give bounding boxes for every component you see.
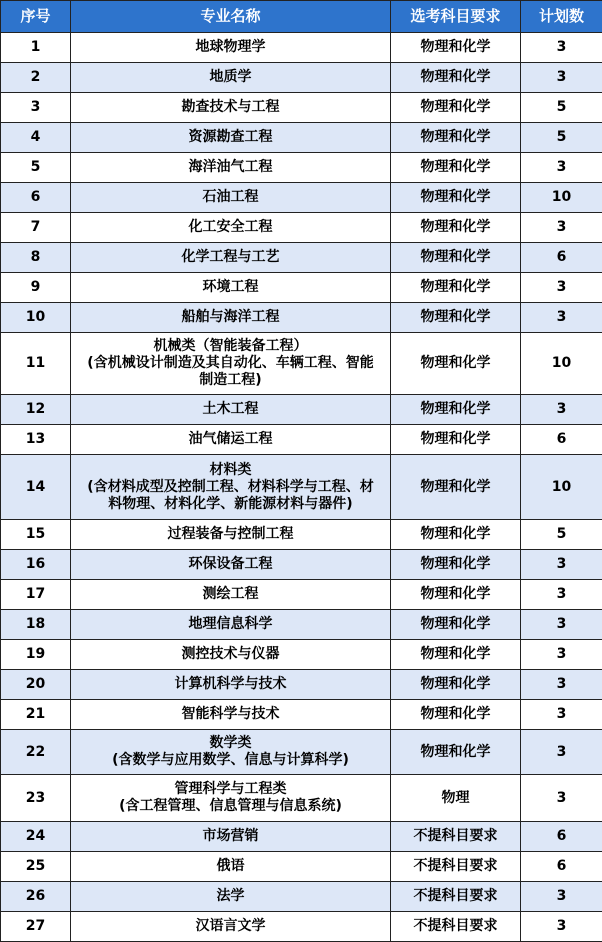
cell-index: 8 [1,243,71,273]
cell-index: 4 [1,123,71,153]
cell-index: 20 [1,670,71,700]
major-name-line: 俄语 [75,858,386,875]
major-name-line: 法学 [75,888,386,905]
cell-index: 22 [1,730,71,775]
major-name-line: 环保设备工程 [75,556,386,573]
major-name-line: 测控技术与仪器 [75,646,386,663]
table-row [1,93,602,123]
cell-major [71,730,391,775]
cell-subject-requirement: 不提科目要求 [391,912,521,942]
major-name-line: 智能科学与技术 [75,706,386,723]
table-body [1,33,602,942]
table-row [1,580,602,610]
table-row [1,183,602,213]
table-row [1,670,602,700]
cell-plan-count: 3 [521,33,602,63]
major-name-line: (含数学与应用数学、信息与计算科学) [75,752,386,769]
cell-subject-requirement: 物理和化学 [391,303,521,333]
cell-index: 23 [1,775,71,822]
major-name-line: 化工安全工程 [75,219,386,236]
cell-subject-requirement: 物理和化学 [391,93,521,123]
table-row [1,455,602,520]
cell-subject-requirement: 物理和化学 [391,700,521,730]
cell-index: 1 [1,33,71,63]
cell-plan-count: 10 [521,183,602,213]
table-row [1,822,602,852]
cell-subject-requirement: 物理和化学 [391,213,521,243]
table-row [1,852,602,882]
cell-major [71,123,391,153]
major-name-line: 市场营销 [75,828,386,845]
cell-plan-count: 6 [521,822,602,852]
cell-plan-count: 3 [521,640,602,670]
cell-subject-requirement: 物理和化学 [391,153,521,183]
cell-index: 18 [1,610,71,640]
cell-subject-requirement: 物理和化学 [391,395,521,425]
table-row [1,730,602,775]
cell-plan-count: 3 [521,580,602,610]
cell-major [71,822,391,852]
major-name-line: 油气储运工程 [75,431,386,448]
table-row [1,63,602,93]
cell-major [71,580,391,610]
cell-major [71,183,391,213]
cell-plan-count: 3 [521,63,602,93]
major-name-line: 机械类（智能装备工程） [75,338,386,355]
header-index: 序号 [1,1,71,33]
cell-subject-requirement: 物理和化学 [391,183,521,213]
cell-major [71,550,391,580]
cell-subject-requirement: 物理和化学 [391,63,521,93]
major-name-line: 过程装备与控制工程 [75,526,386,543]
cell-index: 25 [1,852,71,882]
cell-major [71,273,391,303]
cell-index: 15 [1,520,71,550]
cell-subject-requirement: 物理和化学 [391,243,521,273]
cell-plan-count: 3 [521,395,602,425]
cell-subject-requirement: 不提科目要求 [391,822,521,852]
cell-major [71,63,391,93]
cell-major [71,670,391,700]
table-row [1,33,602,63]
cell-plan-count: 3 [521,775,602,822]
cell-subject-requirement: 物理和化学 [391,333,521,395]
major-name-line: 汉语言文学 [75,918,386,935]
header-subject: 选考科目要求 [391,1,521,33]
cell-major [71,33,391,63]
cell-plan-count: 10 [521,455,602,520]
cell-subject-requirement: 物理和化学 [391,455,521,520]
table-header-row [1,1,602,33]
major-name-line: 土木工程 [75,401,386,418]
table-row [1,550,602,580]
cell-major [71,153,391,183]
cell-index: 10 [1,303,71,333]
major-name-line: 制造工程) [75,372,386,389]
cell-index: 27 [1,912,71,942]
cell-index: 19 [1,640,71,670]
cell-plan-count: 3 [521,273,602,303]
major-name-line: 管理科学与工程类 [75,781,386,798]
table-row [1,882,602,912]
cell-plan-count: 6 [521,852,602,882]
table-row [1,153,602,183]
table-row [1,425,602,455]
cell-subject-requirement: 物理和化学 [391,550,521,580]
cell-subject-requirement: 物理和化学 [391,425,521,455]
cell-subject-requirement: 不提科目要求 [391,852,521,882]
cell-major [71,912,391,942]
cell-index: 7 [1,213,71,243]
cell-index: 6 [1,183,71,213]
major-name-line: 资源勘查工程 [75,129,386,146]
cell-index: 21 [1,700,71,730]
cell-index: 24 [1,822,71,852]
table-row [1,395,602,425]
table-row [1,700,602,730]
major-name-line: 地球物理学 [75,39,386,56]
cell-subject-requirement: 物理和化学 [391,123,521,153]
cell-index: 14 [1,455,71,520]
cell-major [71,425,391,455]
cell-index: 9 [1,273,71,303]
major-name-line: 海洋油气工程 [75,159,386,176]
major-name-line: 料物理、材料化学、新能源材料与器件) [75,496,386,513]
cell-subject-requirement: 不提科目要求 [391,882,521,912]
major-name-line: 船舶与海洋工程 [75,309,386,326]
cell-plan-count: 3 [521,700,602,730]
cell-plan-count: 5 [521,520,602,550]
table-row [1,640,602,670]
cell-major [71,455,391,520]
table-row [1,333,602,395]
cell-major [71,775,391,822]
table-row [1,123,602,153]
cell-subject-requirement: 物理和化学 [391,730,521,775]
major-name-line: 地理信息科学 [75,616,386,633]
cell-subject-requirement: 物理和化学 [391,273,521,303]
table-row [1,775,602,822]
cell-major [71,610,391,640]
cell-major [71,395,391,425]
cell-major [71,882,391,912]
cell-major [71,520,391,550]
cell-index: 16 [1,550,71,580]
cell-index: 11 [1,333,71,395]
cell-subject-requirement: 物理和化学 [391,33,521,63]
cell-plan-count: 3 [521,912,602,942]
cell-plan-count: 3 [521,610,602,640]
cell-subject-requirement: 物理 [391,775,521,822]
table-row [1,610,602,640]
cell-plan-count: 6 [521,243,602,273]
cell-plan-count: 3 [521,213,602,243]
major-name-line: (含工程管理、信息管理与信息系统) [75,798,386,815]
major-name-line: 材料类 [75,462,386,479]
cell-subject-requirement: 物理和化学 [391,580,521,610]
cell-plan-count: 3 [521,153,602,183]
cell-major [71,303,391,333]
major-name-line: (含材料成型及控制工程、材料科学与工程、材 [75,479,386,496]
cell-major [71,243,391,273]
cell-major [71,852,391,882]
cell-plan-count: 3 [521,670,602,700]
cell-index: 3 [1,93,71,123]
cell-index: 12 [1,395,71,425]
cell-plan-count: 6 [521,425,602,455]
major-name-line: 测绘工程 [75,586,386,603]
cell-subject-requirement: 物理和化学 [391,640,521,670]
header-plan: 计划数 [521,1,602,33]
cell-major [71,700,391,730]
table-row [1,213,602,243]
cell-index: 26 [1,882,71,912]
cell-index: 13 [1,425,71,455]
cell-index: 17 [1,580,71,610]
cell-plan-count: 3 [521,550,602,580]
major-name-line: 勘查技术与工程 [75,99,386,116]
cell-plan-count: 3 [521,303,602,333]
cell-subject-requirement: 物理和化学 [391,520,521,550]
major-name-line: 化学工程与工艺 [75,249,386,266]
table-row [1,303,602,333]
table-row [1,273,602,303]
major-name-line: 地质学 [75,69,386,86]
major-name-line: (含机械设计制造及其自动化、车辆工程、智能 [75,355,386,372]
table-row [1,520,602,550]
cell-major [71,93,391,123]
cell-index: 2 [1,63,71,93]
cell-subject-requirement: 物理和化学 [391,670,521,700]
cell-plan-count: 3 [521,730,602,775]
cell-subject-requirement: 物理和化学 [391,610,521,640]
table-row [1,243,602,273]
cell-major [71,640,391,670]
cell-major [71,213,391,243]
major-name-line: 计算机科学与技术 [75,676,386,693]
cell-plan-count: 3 [521,882,602,912]
major-name-line: 环境工程 [75,279,386,296]
table-row [1,912,602,942]
major-name-line: 数学类 [75,735,386,752]
cell-index: 5 [1,153,71,183]
header-major: 专业名称 [71,1,391,33]
cell-plan-count: 10 [521,333,602,395]
major-name-line: 石油工程 [75,189,386,206]
cell-major [71,333,391,395]
cell-plan-count: 5 [521,93,602,123]
cell-plan-count: 5 [521,123,602,153]
